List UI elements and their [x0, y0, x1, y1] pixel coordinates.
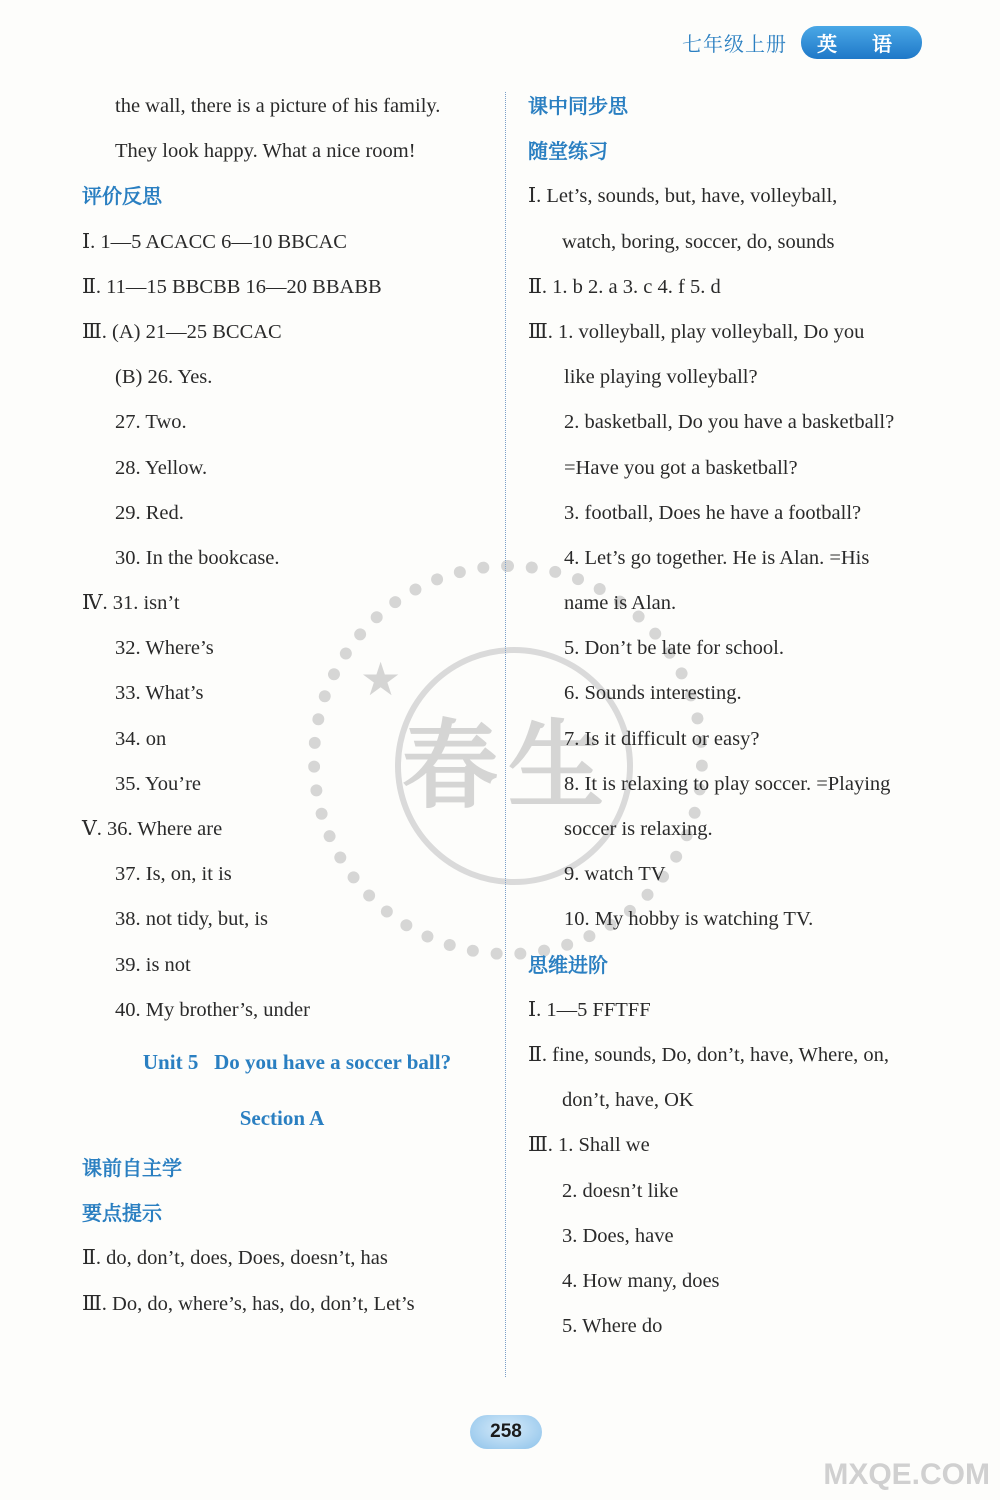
answer-line: 9. watch TV — [564, 863, 666, 886]
answer-line: 5. Don’t be late for school. — [564, 637, 784, 660]
right-column — [528, 84, 938, 1349]
page-header — [682, 22, 922, 62]
answer-line: 8. It is relaxing to play soccer. =Playing — [564, 772, 891, 795]
answer-line: Ⅲ. Do, do, where’s, has, do, don’t, Let’s — [82, 1292, 415, 1315]
answer-line: Ⅱ. fine, sounds, Do, don’t, have, Where, on, — [528, 1043, 890, 1066]
answer-line: 5. Where do — [562, 1315, 663, 1338]
site-watermark: MXQE.COM — [823, 1458, 990, 1491]
answer-line: Ⅱ. do, don’t, does, Does, doesn’t, has — [82, 1247, 388, 1270]
answer-line: 3. football, Does he have a football? — [564, 501, 862, 524]
answer-line: Ⅱ. 11—15 BBCBB 16—20 BBABB — [82, 275, 382, 298]
answer-line: Ⅴ. 36. Where are — [82, 818, 223, 840]
section-heading-advance: 思维进阶 — [528, 952, 608, 977]
star-icon: ★ — [360, 654, 402, 705]
subject-badge: 英 语 — [801, 26, 922, 59]
answer-line: 40. My brother’s, under — [115, 998, 310, 1021]
answer-line: 30. In the bookcase. — [115, 546, 280, 569]
answer-line: 29. Red. — [115, 501, 184, 524]
answer-line: 33. What’s — [115, 682, 204, 705]
answer-line: 4. Let’s go together. He is Alan. =His — [564, 546, 870, 569]
left-column — [82, 84, 482, 1327]
answer-line: 3. Does, have — [562, 1224, 674, 1247]
answer-line: 37. Is, on, it is — [115, 863, 232, 886]
section-title: Section A — [239, 1105, 325, 1130]
answer-line: don’t, have, OK — [562, 1089, 694, 1112]
unit-title: Unit 5 Do you have a soccer ball? — [142, 1049, 452, 1074]
text-line: the wall, there is a picture of his family. — [115, 95, 441, 117]
answer-line: 7. Is it difficult or easy? — [564, 727, 760, 750]
section-heading-eval: 评价反思 — [82, 184, 162, 209]
answer-line: Ⅲ. 1. Shall we — [528, 1134, 650, 1157]
stamp-text: 春生 — [402, 710, 614, 822]
answer-line: name is Alan. — [564, 592, 677, 615]
answer-line: 32. Where’s — [115, 637, 214, 660]
answer-line: Ⅰ. 1—5 FFTFF — [528, 998, 651, 1021]
answer-line: 35. You’re — [115, 772, 201, 795]
answer-line: Ⅲ. (A) 21—25 BCCAC — [82, 320, 282, 343]
section-heading-practice: 随堂练习 — [528, 139, 608, 164]
section-heading-key: 要点提示 — [82, 1201, 162, 1226]
answer-line: soccer is relaxing. — [564, 818, 713, 840]
answer-line: 2. basketball, Do you have a basketball? — [564, 411, 895, 434]
answer-line: 38. not tidy, but, is — [115, 908, 268, 931]
answer-line: 6. Sounds interesting. — [564, 682, 742, 705]
answer-line: watch, boring, soccer, do, sounds — [562, 230, 835, 253]
answer-line: Ⅰ. Let’s, sounds, but, have, volleyball, — [528, 185, 838, 208]
section-heading-sync: 课中同步思 — [528, 94, 628, 118]
page-number: 258 — [470, 1415, 542, 1449]
answer-line: =Have you got a basketball? — [564, 456, 798, 479]
answer-line: 27. Two. — [115, 411, 187, 434]
answer-line: Ⅱ. 1. b 2. a 3. c 4. f 5. d — [528, 275, 721, 298]
text-line: They look happy. What a nice room! — [115, 140, 416, 163]
answer-line: 34. on — [115, 727, 167, 750]
answer-line: (B) 26. Yes. — [115, 366, 213, 389]
section-heading-pre: 课前自主学 — [82, 1155, 182, 1180]
column-divider — [505, 92, 506, 1377]
answer-line: Ⅳ. 31. isn’t — [82, 592, 180, 615]
answer-line: 39. is not — [115, 953, 191, 976]
answer-line: Ⅲ. 1. volleyball, play volleyball, Do you — [528, 320, 865, 343]
answer-line: 4. How many, does — [562, 1269, 720, 1292]
answer-line: like playing volleyball? — [564, 366, 758, 389]
answer-line: 2. doesn’t like — [562, 1179, 679, 1202]
answer-line: Ⅰ. 1—5 ACACC 6—10 BBCAC — [82, 230, 347, 253]
answer-line: 10. My hobby is watching TV. — [564, 908, 814, 931]
answer-line: 28. Yellow. — [115, 456, 208, 479]
grade-label: 七年级上册 — [682, 31, 788, 56]
